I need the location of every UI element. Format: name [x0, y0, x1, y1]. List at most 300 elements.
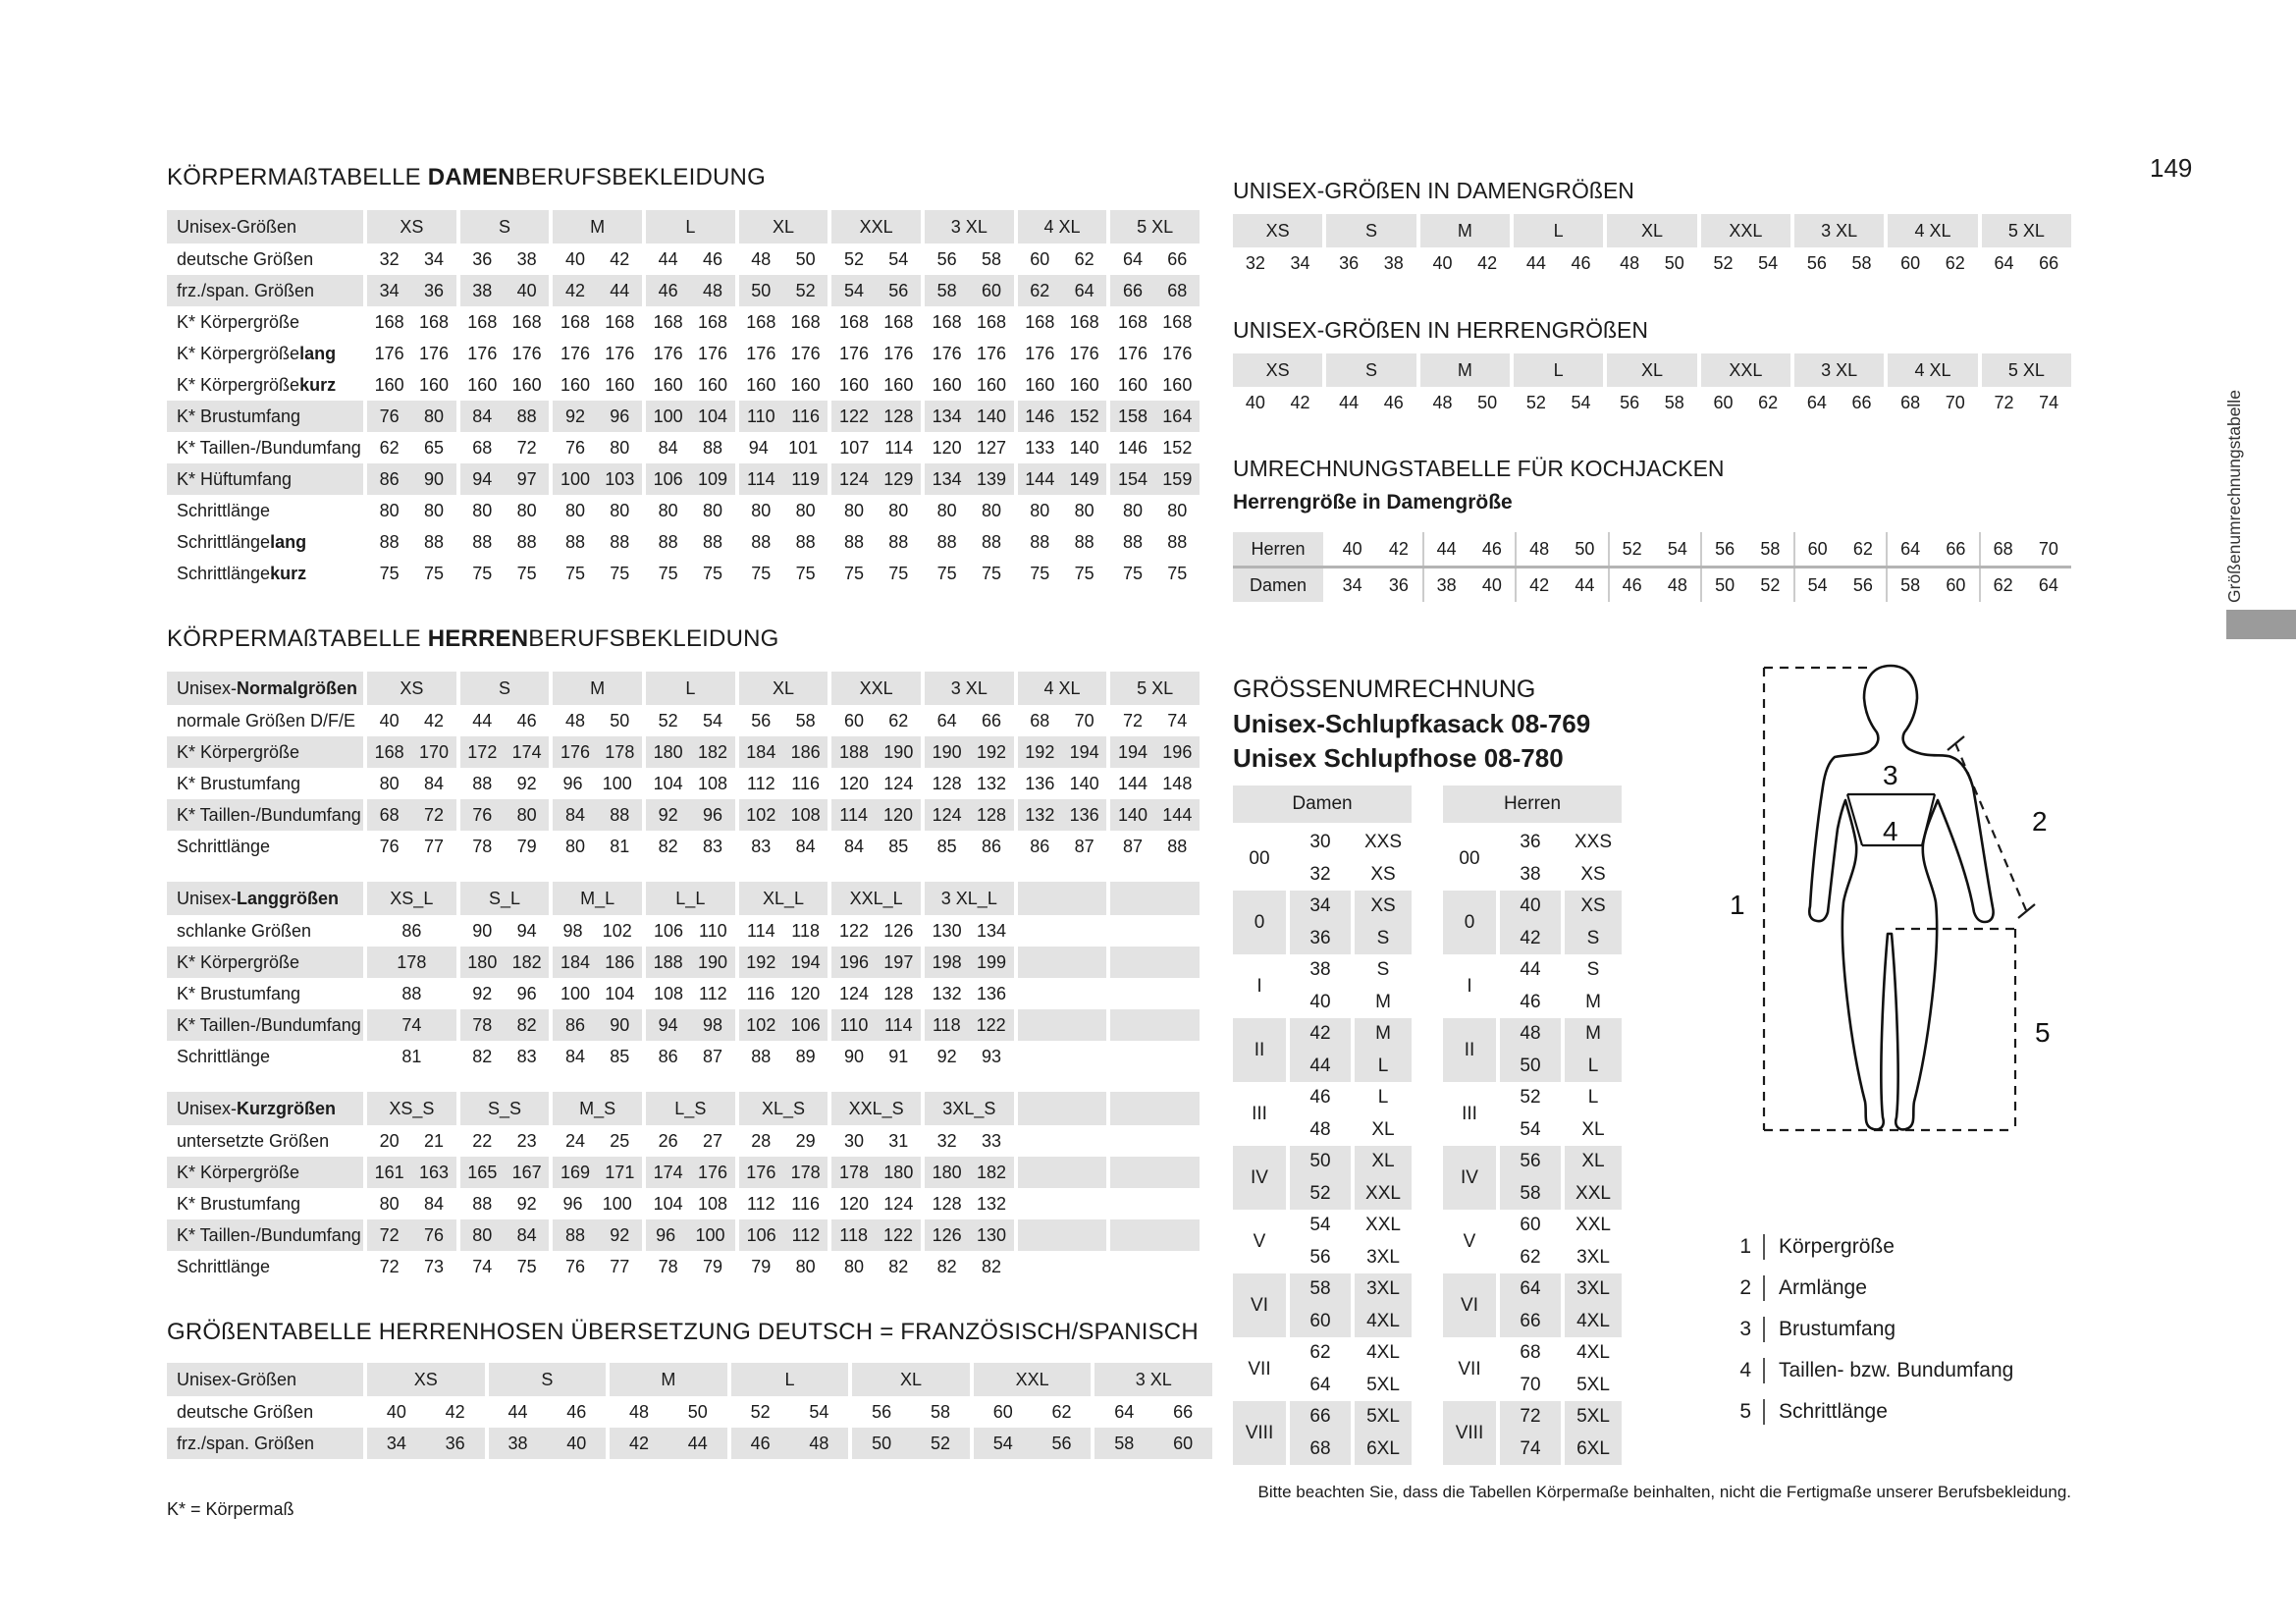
conv-letter-value: XS [1370, 863, 1396, 885]
value-cell: 176 176 [838, 344, 914, 363]
conv-size-col [1500, 1146, 1561, 1210]
conv-letter-value: 5XL [1576, 1406, 1610, 1428]
value-cell: 168 168 [746, 312, 821, 332]
value-cell [1018, 1041, 1107, 1072]
conv-letter-col [1565, 1273, 1622, 1337]
value-cell: 60 62 [992, 1402, 1072, 1422]
row-label: K* Körpergröße kurz [177, 375, 337, 395]
table-row [167, 915, 1200, 947]
value-cell: 56 58 [872, 1402, 950, 1422]
conv-letter-value: 4XL [1576, 1342, 1610, 1364]
value-cell: 58 60 [925, 275, 1014, 306]
value-cell: 88 88 [751, 532, 816, 552]
value-cell: 146 152 [1117, 438, 1193, 458]
value-cell: 146 152 [1018, 401, 1107, 432]
value-cell: 88 88 [843, 532, 909, 552]
conv-size-value: 46 [1309, 1087, 1331, 1109]
row-label: Schrittlänge [177, 1257, 271, 1276]
value-cell: 160 160 [560, 375, 635, 395]
value-cell: 26 27 [658, 1131, 722, 1151]
value-cell: 78 79 [472, 837, 537, 856]
value-cell: 76 80 [564, 438, 630, 458]
conv-size-value: 32 [1309, 863, 1331, 885]
size-header-cell: M [1420, 214, 1510, 247]
value-cell: 133 140 [1025, 438, 1099, 458]
conv-size-value: 54 [1520, 1118, 1541, 1140]
groessenumrechnung-title: GRÖSSENUMRECHNUNG [1233, 676, 1536, 703]
size-header-cell: S [460, 672, 550, 705]
value-cell: 52 54 [1525, 393, 1591, 412]
value-cell: 40 42 [379, 711, 444, 731]
conv-letter-col [1355, 954, 1412, 1018]
conv-size-value: 38 [1309, 959, 1331, 981]
value-cell: 165 167 [460, 1157, 550, 1188]
conv-size-value: 34 [1309, 895, 1331, 917]
conv-group [1233, 954, 1412, 1018]
value-cell: 88 [401, 984, 422, 1003]
size-header-cell: XS [1233, 353, 1322, 387]
row-label: normale Größen D/F/E [177, 711, 356, 731]
value-cell: 68 70 [1030, 711, 1095, 731]
value-cell: 74 75 [472, 1257, 537, 1276]
size-header-cell: 3 XL [1794, 353, 1884, 387]
table-row [167, 799, 1200, 831]
kochjacken-table [1233, 532, 2071, 602]
value-cell: 80 80 [564, 501, 630, 520]
conv-group [1443, 1018, 1622, 1082]
size-header-cell: XXL_S [831, 1092, 921, 1125]
table-row [1233, 247, 2071, 279]
row-label: Schrittlänge [177, 837, 271, 856]
value-cell: 72 73 [379, 1257, 444, 1276]
value-cell: 74 [367, 1009, 456, 1041]
value-cell: 72 74 [1994, 393, 2059, 412]
conv-letter-col [1355, 1401, 1412, 1465]
conv-letter-value: S [1586, 959, 1600, 981]
value-cell: 96 100 [562, 1194, 632, 1214]
value-cell: 90 94 [472, 921, 537, 941]
conv-roman-cell: 00 [1459, 847, 1480, 869]
value-cell: 168 168 [838, 312, 914, 332]
value-cell: 75 75 [658, 564, 722, 583]
value-cell: 128 132 [932, 1194, 1006, 1214]
conv-roman-cell: VIII [1443, 1401, 1496, 1465]
value-cell: 198 199 [925, 947, 1014, 978]
conv-size-value: 72 [1520, 1406, 1541, 1428]
value-cell: 92 96 [472, 984, 537, 1003]
size-header-cell: S [489, 1363, 607, 1396]
row-label: K* Hüftumfang [167, 463, 363, 495]
value-cell: 80 81 [564, 837, 630, 856]
row-label: K* Taillen-/Bundumfang [167, 1219, 363, 1251]
row-label: deutsche Größen [177, 1402, 314, 1422]
value-cell: 88 88 [379, 532, 444, 552]
conv-letter-col [1355, 1210, 1412, 1273]
conv-size-value: 62 [1520, 1246, 1541, 1268]
value-cell: 114 119 [739, 463, 828, 495]
conv-group [1233, 1146, 1412, 1210]
value-cell: 48 50 [629, 1402, 708, 1422]
table-header-row [167, 1363, 1212, 1396]
value-cell [1018, 1125, 1107, 1157]
size-header-cell: 3XL_S [925, 1092, 1014, 1125]
table-row [167, 1251, 1200, 1282]
value-cell: 176 178 [739, 1157, 828, 1188]
size-header-cell: S [1326, 214, 1415, 247]
table-header-label: Unisex- Normalgrößen [167, 672, 363, 705]
conv-letter-value: 3XL [1366, 1246, 1400, 1268]
koch-value-cell: 40 42 [1342, 538, 1409, 559]
size-header-cell [1110, 882, 1200, 915]
table-header-row [1233, 353, 2071, 387]
page-number: 149 [2150, 153, 2193, 183]
conv-roman-cell: II [1233, 1018, 1286, 1082]
conv-size-value: 74 [1520, 1437, 1541, 1459]
conv-letter-value: M [1375, 991, 1391, 1012]
value-cell: 52 54 [843, 249, 909, 269]
value-cell: 168 168 [467, 312, 542, 332]
table-row [167, 306, 1200, 338]
value-cell: 86 [401, 921, 422, 941]
value-cell: 94 101 [748, 438, 819, 458]
value-cell: 38 40 [489, 1428, 607, 1459]
conv-group [1443, 1082, 1622, 1146]
value-cell: 46 48 [731, 1428, 849, 1459]
size-header-cell: L_L [646, 882, 735, 915]
table-row [167, 1125, 1200, 1157]
value-cell: 75 75 [564, 564, 630, 583]
conv-letter-value: XS [1580, 895, 1606, 917]
value-cell: 20 21 [379, 1131, 444, 1151]
table-row [167, 463, 1200, 495]
koch-value-cell: 56 58 [1700, 532, 1793, 566]
value-cell: 124 128 [838, 984, 914, 1003]
table-row [167, 736, 1200, 768]
size-header-cell: XS [367, 210, 456, 244]
value-cell: 24 25 [564, 1131, 630, 1151]
table-header-label: Unisex- Langgrößen [167, 882, 363, 915]
conv-roman-cell: II [1443, 1018, 1496, 1082]
value-cell: 136 140 [1025, 774, 1099, 793]
value-cell: 100 104 [560, 984, 635, 1003]
value-cell: 78 79 [658, 1257, 722, 1276]
conv-letter-value: M [1585, 991, 1601, 1012]
herren-table-title: KÖRPERMAßTABELLE HERRENBERUFSBEKLEIDUNG [167, 625, 779, 652]
value-cell: 75 75 [843, 564, 909, 583]
size-header-cell: 4 XL [1888, 214, 1977, 247]
conv-size-value: 50 [1520, 1055, 1541, 1076]
value-cell: 64 66 [1806, 393, 1872, 412]
value-cell: 56 58 [1806, 253, 1872, 273]
conv-letter-value: XS [1370, 895, 1396, 917]
conv-size-value: 66 [1309, 1406, 1331, 1428]
body-silhouette [1809, 666, 1993, 1129]
table-row [167, 978, 1200, 1009]
value-cell: 88 92 [472, 774, 537, 793]
conv-letter-col [1565, 954, 1622, 1018]
koch-value-cell: 48 50 [1515, 532, 1608, 566]
size-header-cell: 4 XL [1888, 353, 1977, 387]
size-header-cell: XS [1233, 214, 1322, 247]
value-cell: 122 128 [831, 401, 921, 432]
value-cell: 188 190 [831, 736, 921, 768]
value-cell: 84 88 [658, 438, 722, 458]
value-cell: 130 134 [932, 921, 1006, 941]
conv-size-col [1290, 891, 1351, 954]
herren-kurz-table [167, 1092, 1200, 1282]
value-cell: 86 90 [367, 463, 456, 495]
conv-size-value: 36 [1520, 832, 1541, 853]
herrenhosen-table [167, 1363, 1212, 1459]
value-cell: 56 58 [936, 249, 1001, 269]
size-header-cell: L [731, 1363, 849, 1396]
size-header-cell: XXL [831, 672, 921, 705]
conv-roman-cell: I [1467, 975, 1472, 997]
koch-row-label: Damen [1233, 568, 1323, 602]
body-measurement-diagram [1708, 636, 2120, 1206]
value-cell [1018, 1251, 1107, 1282]
table-row [1233, 387, 2071, 418]
value-cell: 85 86 [936, 837, 1001, 856]
koerpermass-footnote: K* = Körpermaß [167, 1499, 294, 1519]
conv-group [1443, 827, 1622, 891]
value-cell: 176 176 [467, 344, 542, 363]
value-cell: 106 112 [739, 1219, 828, 1251]
table-row [167, 526, 1200, 558]
conv-group [1233, 827, 1412, 891]
conv-letter-value: XXS [1574, 832, 1613, 853]
value-cell: 140 144 [1110, 799, 1200, 831]
row-label: deutsche Größen [177, 249, 314, 269]
conv-roman-cell: VI [1233, 1273, 1286, 1337]
row-label: K* Brustumfang [177, 984, 301, 1003]
conv-size-col [1500, 1401, 1561, 1465]
value-cell: 124 129 [831, 463, 921, 495]
figure-label-2: 2 [2032, 806, 2048, 837]
value-cell: 176 176 [560, 344, 635, 363]
row-label: Schrittlänge [177, 501, 271, 520]
conv-letter-value: XXL [1575, 1215, 1611, 1236]
size-header-cell: 3 XL [1794, 214, 1884, 247]
conv-group [1443, 891, 1622, 954]
table-row [167, 768, 1200, 799]
value-cell: 64 66 [1122, 249, 1188, 269]
value-cell: 88 92 [553, 1219, 642, 1251]
conv-letter-value: 4XL [1366, 1310, 1400, 1331]
value-cell: 34 36 [367, 275, 456, 306]
koch-row-label: Herren [1233, 532, 1323, 566]
value-cell: 92 96 [646, 799, 735, 831]
conv-size-value: 48 [1520, 1023, 1541, 1045]
value-cell: 168 168 [653, 312, 727, 332]
value-cell: 176 176 [932, 344, 1006, 363]
size-header-cell [1018, 1092, 1107, 1125]
value-cell: 160 160 [374, 375, 450, 395]
value-cell: 75 75 [1122, 564, 1188, 583]
product-line-hose: Unisex Schlupfhose 08-780 [1233, 743, 1564, 773]
size-header-cell: XS_L [367, 882, 456, 915]
value-cell: 56 58 [1620, 393, 1684, 412]
value-cell: 54 56 [831, 275, 921, 306]
size-header-cell: 5 XL [1110, 210, 1200, 244]
value-cell: 82 83 [472, 1047, 537, 1066]
table-row [167, 495, 1200, 526]
table-row [167, 401, 1200, 432]
row-label: K* Taillen-/Bundumfang [167, 1009, 363, 1041]
conv-letter-col [1565, 1082, 1622, 1146]
conv-size-value: 56 [1520, 1151, 1541, 1172]
conv-size-value: 68 [1520, 1342, 1541, 1364]
size-header-cell: XL [739, 672, 828, 705]
koch-value-cell: 44 46 [1422, 532, 1516, 566]
value-cell: 36 38 [1339, 253, 1404, 273]
value-cell: 190 192 [925, 736, 1014, 768]
row-label: K* Körpergröße [167, 736, 363, 768]
conv-letter-value: L [1587, 1087, 1599, 1109]
size-header-cell: XL [1607, 214, 1696, 247]
value-cell: 64 66 [936, 711, 1001, 731]
value-cell [1110, 1219, 1200, 1251]
table-row [167, 1188, 1200, 1219]
value-cell [1110, 1157, 1200, 1188]
size-header-cell: M_S [553, 1092, 642, 1125]
size-header-cell: XL [739, 210, 828, 244]
conv-size-col [1500, 891, 1561, 954]
value-cell: 84 88 [553, 799, 642, 831]
value-cell: 110 114 [831, 1009, 921, 1041]
value-cell: 144 149 [1018, 463, 1107, 495]
side-tab-label: Größenumrechnungstabelle [2224, 390, 2244, 603]
conv-roman-cell: 0 [1233, 891, 1286, 954]
value-cell: 108 112 [653, 984, 727, 1003]
value-cell: 75 75 [751, 564, 816, 583]
value-cell: 90 91 [843, 1047, 909, 1066]
size-header-cell: XL [852, 1363, 970, 1396]
value-cell: 192 194 [1018, 736, 1107, 768]
conv-letter-col [1565, 1401, 1622, 1465]
value-cell: 76 77 [564, 1257, 630, 1276]
conv-size-col [1500, 954, 1561, 1018]
value-cell: 32 33 [936, 1131, 1001, 1151]
size-header-cell: L [1514, 353, 1603, 387]
value-cell: 42 44 [553, 275, 642, 306]
conv-size-value: 54 [1309, 1215, 1331, 1236]
value-cell: 44 46 [472, 711, 537, 731]
value-cell: 48 50 [751, 249, 816, 269]
size-header-cell: 3 XL [925, 672, 1014, 705]
table-header-row [1233, 214, 2071, 247]
legend-item-brustumfang: 3 Brustumfang [1739, 1318, 1896, 1340]
value-cell: 122 126 [838, 921, 914, 941]
conv-letter-value: XXL [1575, 1182, 1611, 1204]
value-cell: 80 82 [843, 1257, 909, 1276]
size-header-cell [1110, 1092, 1200, 1125]
size-header-cell: XXL [1701, 353, 1790, 387]
conv-size-value: 36 [1309, 927, 1331, 948]
conv-letter-col [1355, 1337, 1412, 1401]
conv-letter-col [1355, 1146, 1412, 1210]
value-cell: 160 160 [838, 375, 914, 395]
value-cell: 84 88 [460, 401, 550, 432]
value-cell: 176 176 [1025, 344, 1099, 363]
value-cell: 104 108 [653, 1194, 727, 1214]
table-row [167, 432, 1200, 463]
value-cell: 80 84 [379, 774, 444, 793]
value-cell: 56 58 [751, 711, 816, 731]
value-cell: 86 87 [1030, 837, 1095, 856]
legend-divider [1763, 1358, 1765, 1383]
conv-size-value: 40 [1309, 991, 1331, 1012]
value-cell: 52 54 [750, 1402, 829, 1422]
row-label: frz./span. Größen [167, 1428, 363, 1459]
conv-size-value: 70 [1520, 1374, 1541, 1395]
side-tab-marker[interactable] [2226, 610, 2296, 639]
conv-roman-cell: IV [1233, 1146, 1286, 1210]
value-cell: 82 82 [936, 1257, 1001, 1276]
row-label: frz./span. Größen [167, 275, 363, 306]
value-cell: 80 80 [379, 501, 444, 520]
value-cell: 96 100 [562, 774, 632, 793]
value-cell: 154 159 [1110, 463, 1200, 495]
value-cell: 132 136 [932, 984, 1006, 1003]
value-cell: 180 182 [925, 1157, 1014, 1188]
value-cell: 196 197 [831, 947, 921, 978]
value-cell: 38 40 [460, 275, 550, 306]
value-cell: 80 80 [751, 501, 816, 520]
value-cell: 168 168 [560, 312, 635, 332]
conv-size-value: 38 [1520, 863, 1541, 885]
value-cell: 184 186 [739, 736, 828, 768]
conv-size-value: 30 [1309, 832, 1331, 853]
legend-item-bundumfang: 4 Taillen- bzw. Bundumfang [1739, 1359, 2014, 1381]
value-cell: 34 36 [367, 1428, 485, 1459]
table-row [167, 1428, 1212, 1459]
value-cell: 120 124 [838, 774, 914, 793]
value-cell [1110, 947, 1200, 978]
conv-letter-col [1355, 1018, 1412, 1082]
conv-letter-col [1565, 1337, 1622, 1401]
value-cell: 82 83 [658, 837, 722, 856]
figure-label-5: 5 [2035, 1017, 2051, 1048]
conv-size-col [1500, 1273, 1561, 1337]
table-header-label: Unisex-Größen [167, 1363, 363, 1396]
figure-label-1: 1 [1730, 890, 1745, 920]
conv-roman-cell: VIII [1233, 1401, 1286, 1465]
conv-letter-col [1565, 1210, 1622, 1273]
conv-roman-cell: 00 [1249, 847, 1270, 869]
conv-size-value: 66 [1520, 1310, 1541, 1331]
value-cell [1018, 947, 1107, 978]
koch-value-cell: 60 62 [1793, 532, 1887, 566]
value-cell: 64 66 [1994, 253, 2059, 273]
herren-normal-table [167, 672, 1200, 862]
conv-group [1233, 1273, 1412, 1337]
conv-group [1443, 1401, 1622, 1465]
koch-row [1233, 568, 2071, 602]
conv-size-value: 64 [1520, 1278, 1541, 1300]
value-cell: 168 170 [367, 736, 456, 768]
size-header-cell: XS_S [367, 1092, 456, 1125]
value-cell: 134 140 [925, 401, 1014, 432]
value-cell: 72 76 [367, 1219, 456, 1251]
conv-roman-cell: III [1462, 1103, 1477, 1124]
table-row [167, 1041, 1200, 1072]
size-header-cell: XXL [1701, 214, 1790, 247]
value-cell: 88 88 [658, 532, 722, 552]
conv-group [1443, 1273, 1622, 1337]
value-cell [1110, 1009, 1200, 1041]
value-cell: 68 72 [472, 438, 537, 458]
